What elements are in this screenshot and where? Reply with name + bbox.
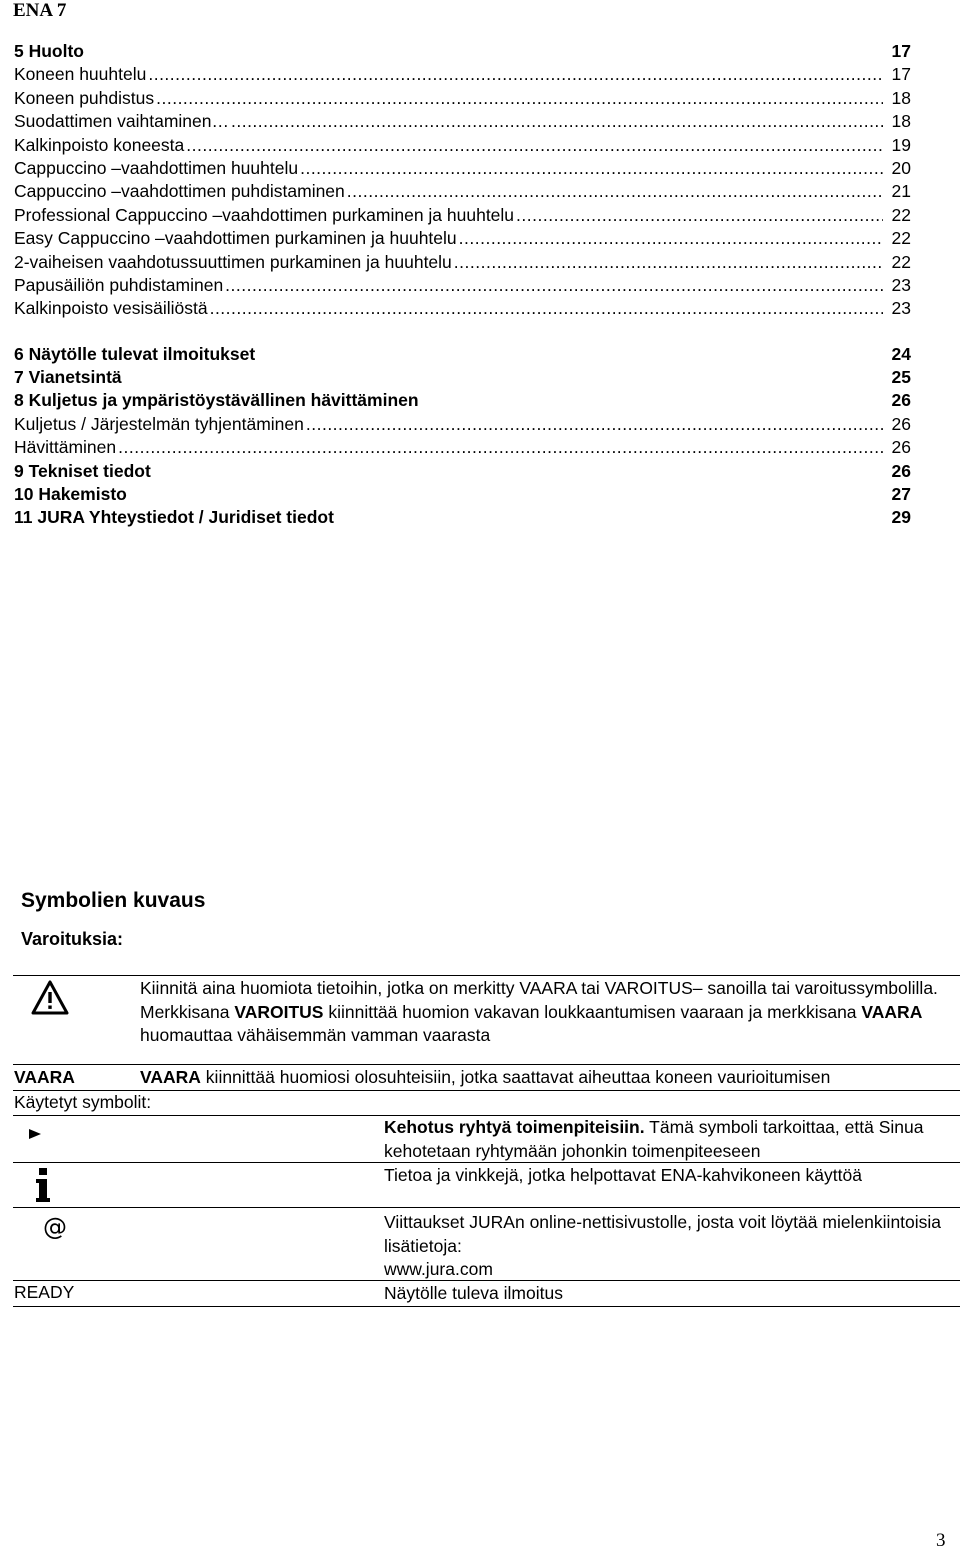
action-description xyxy=(384,1116,944,1163)
toc-entry-label: 10 Hakemisto xyxy=(14,484,127,505)
toc-entry-row[interactable] xyxy=(14,157,911,180)
toc-entry-row[interactable] xyxy=(14,87,911,110)
toc-entry-label: 6 Näytölle tulevat ilmoitukset xyxy=(14,343,256,364)
page-number: 3 xyxy=(936,1530,946,1551)
toc-entry-label: Cappuccino –vaahdottimen huuhtelu xyxy=(14,157,299,178)
toc-entry-row[interactable] xyxy=(14,413,911,436)
toc-chapter-row[interactable] xyxy=(14,366,911,389)
toc-entry-label: Kalkinpoisto vesisäiliöstä xyxy=(14,298,208,319)
toc-page-number: 23 xyxy=(891,298,911,319)
web-text: Viittaukset JURAn online-nettisivustolle, josta voit löytää mielenkiintoisia lisätietoja: xyxy=(384,1212,942,1256)
action-title: Kehotus ryhtyä toimenpiteisiin. xyxy=(384,1117,645,1137)
vaara-keyword: VAARA xyxy=(140,1067,201,1087)
toc-leader-dots xyxy=(231,110,883,133)
toc-page-number: 25 xyxy=(891,367,911,388)
toc-spacer xyxy=(14,321,911,343)
table-rule xyxy=(13,1207,960,1208)
toc-page-number: 17 xyxy=(891,41,911,61)
toc-entry-row[interactable] xyxy=(14,227,911,250)
toc-leader-dots xyxy=(118,436,883,459)
toc-entry-label: 7 Vianetsintä xyxy=(14,367,122,388)
warning-description xyxy=(140,977,940,1048)
warning-keyword-varoitus: VAROITUS xyxy=(234,1001,324,1022)
toc-leader-dots xyxy=(459,227,883,250)
toc-entry-label: Easy Cappuccino –vaahdottimen purkaminen ja huuhtelu xyxy=(14,228,457,249)
ready-label: READY xyxy=(14,1282,75,1302)
toc-page-number: 26 xyxy=(891,413,911,434)
toc-chapter-row[interactable] xyxy=(14,460,911,483)
used-symbols-label: Käytetyt symbolit: xyxy=(14,1092,152,1112)
toc-group-other-chapters xyxy=(14,343,911,530)
document-header-title: ENA 7 xyxy=(13,0,67,21)
table-of-contents xyxy=(14,40,911,530)
toc-entry-label: Papusäiliön puhdistaminen xyxy=(14,274,224,295)
table-bottom-rule xyxy=(13,1306,960,1307)
warnings-label: Varoituksia: xyxy=(21,929,124,949)
warning-text-part: Kiinnitä aina huomiota tietoihin, jotka on merkitty VAARA tai VAROITUS– sanoilla tai varoitussymbolilla. Merkkisana xyxy=(140,978,938,1022)
toc-entry-row[interactable] xyxy=(14,63,911,86)
ready-description: Näytölle tuleva ilmoitus xyxy=(384,1283,563,1303)
warning-keyword-vaara: VAARA xyxy=(861,1001,923,1022)
arrow-right-icon xyxy=(28,1128,42,1140)
toc-entry-label: Cappuccino –vaahdottimen puhdistaminen xyxy=(14,181,345,202)
table-rule xyxy=(13,1162,960,1163)
vaara-text: kiinnittää huomiosi olosuhteisiin, jotka saattavat aiheuttaa koneen vaurioitumisen xyxy=(200,1067,831,1087)
toc-entry-row[interactable] xyxy=(14,436,911,459)
toc-chapter-row[interactable] xyxy=(14,506,911,529)
table-rule xyxy=(13,1090,960,1091)
toc-page-number: 23 xyxy=(891,274,911,295)
toc-page-number: 17 xyxy=(891,64,911,85)
toc-entry-label: 11 JURA Yhteystiedot / Juridiset tiedot xyxy=(14,507,334,528)
info-description: Tietoa ja vinkkejä, jotka helpottavat ENA-kahvikoneen käyttöä xyxy=(384,1165,862,1185)
toc-entry-label: Hävittäminen xyxy=(14,437,117,458)
toc-entry-label: Suodattimen vaihtaminen… xyxy=(14,111,229,132)
toc-leader-dots xyxy=(300,157,883,180)
action-text: Tämä symboli tarkoittaa, että Sinua kehotetaan ryhtymään johonkin toimenpiteeseen xyxy=(384,1117,924,1161)
toc-group-maintenance xyxy=(14,40,911,321)
toc-entry-row[interactable] xyxy=(14,297,911,320)
toc-page-number: 20 xyxy=(891,157,911,178)
warning-triangle-icon xyxy=(31,980,69,1016)
toc-page-number: 26 xyxy=(891,460,911,481)
toc-page-number: 22 xyxy=(891,228,911,249)
table-rule xyxy=(13,1280,960,1281)
toc-page-number: 21 xyxy=(891,181,911,202)
toc-leader-dots xyxy=(516,204,883,227)
toc-entry-label: Koneen puhdistus xyxy=(14,87,155,108)
toc-entry-row[interactable] xyxy=(14,251,911,274)
toc-entry-label: Koneen huuhtelu xyxy=(14,64,147,85)
toc-entry-row[interactable] xyxy=(14,204,911,227)
toc-page-number: 22 xyxy=(891,251,911,272)
toc-page-number: 29 xyxy=(891,507,911,528)
svg-text:@: @ xyxy=(43,1213,67,1241)
toc-leader-dots xyxy=(225,274,883,297)
toc-entry-row[interactable] xyxy=(14,274,911,297)
toc-entry-row[interactable] xyxy=(14,180,911,203)
toc-entry-label: Kalkinpoisto koneesta xyxy=(14,134,185,155)
web-description xyxy=(384,1211,944,1282)
toc-leader-dots xyxy=(454,251,883,274)
toc-chapter-row[interactable] xyxy=(14,343,911,366)
toc-entry-label: 2-vaiheisen vaahdotussuuttimen purkaminen ja huuhtelu xyxy=(14,251,452,272)
toc-page-number: 22 xyxy=(891,204,911,225)
toc-entry-label: Professional Cappuccino –vaahdottimen purkaminen ja huuhtelu xyxy=(14,204,515,225)
toc-entry-row[interactable] xyxy=(14,134,911,157)
toc-page-number: 18 xyxy=(891,87,911,108)
web-url-link[interactable]: www.jura.com xyxy=(384,1259,493,1279)
toc-leader-dots xyxy=(156,87,883,110)
toc-page-number: 19 xyxy=(891,134,911,155)
toc-leader-dots xyxy=(306,413,883,436)
toc-chapter-row[interactable] xyxy=(14,483,911,506)
toc-leader-dots xyxy=(148,63,883,86)
vaara-label: VAARA xyxy=(14,1067,75,1087)
toc-leader-dots xyxy=(347,180,883,203)
toc-page-number: 26 xyxy=(891,437,911,458)
toc-leader-dots xyxy=(186,134,883,157)
toc-leader-dots xyxy=(210,297,883,320)
symbols-section-title: Symbolien kuvaus xyxy=(21,889,206,912)
toc-page-number: 24 xyxy=(891,343,911,364)
vaara-description xyxy=(140,1067,830,1088)
toc-chapter-row[interactable] xyxy=(14,40,911,63)
toc-entry-label: Kuljetus / Järjestelmän tyhjentäminen xyxy=(14,413,304,434)
warning-text-part: kiinnittää huomion vakavan loukkaantumisen vaaraan ja merkkisana xyxy=(323,1001,862,1022)
toc-entry-label: 5 Huolto xyxy=(14,41,84,61)
toc-page-number: 26 xyxy=(891,390,911,411)
toc-entry-label: 9 Tekniset tiedot xyxy=(14,460,151,481)
toc-page-number: 27 xyxy=(891,484,911,505)
toc-chapter-row[interactable] xyxy=(14,389,911,412)
table-top-rule xyxy=(13,975,960,976)
toc-page-number: 18 xyxy=(891,111,911,132)
at-sign-icon xyxy=(40,1212,70,1242)
table-rule xyxy=(13,1064,960,1065)
toc-entry-label: 8 Kuljetus ja ympäristöystävällinen hävittäminen xyxy=(14,390,419,411)
warning-text-part: huomauttaa vähäisemmän vamman vaarasta xyxy=(140,1025,491,1045)
info-icon xyxy=(36,1168,50,1202)
toc-entry-row[interactable] xyxy=(14,110,911,133)
